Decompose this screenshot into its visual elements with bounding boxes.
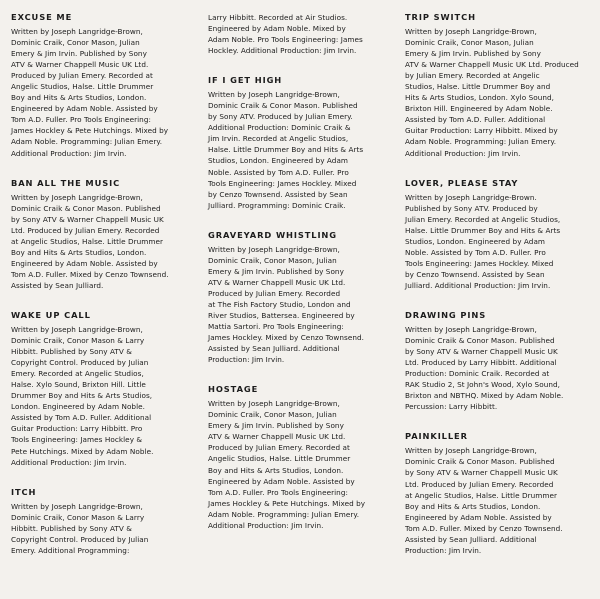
credit-line: Dominic Craik, Conor Mason, Julian <box>405 38 534 48</box>
credit-line: Tools Engineering: James Hockley. Mixed <box>405 258 554 268</box>
credit-line: Drummer Boy and Hits & Arts Studios, <box>11 391 153 401</box>
song-credits-text <box>405 445 595 555</box>
section-gap <box>11 468 197 487</box>
credit-line: Percussion: Larry Hibbitt. <box>405 402 498 412</box>
credit-line: Hibbitt. Published by Sony ATV & <box>11 523 132 533</box>
song-credit <box>11 310 197 468</box>
credit-line: Ltd. Produced by Julian Emery. Recorded <box>11 225 160 235</box>
credit-line: Written by Joseph Langridge-Brown. <box>405 192 537 202</box>
song-credit <box>208 230 394 366</box>
credit-line: Written by Joseph Langridge-Brown, <box>11 27 143 36</box>
credit-line: Guitar Production: Larry Hibbitt. Pro <box>11 424 143 434</box>
section-gap <box>11 159 197 178</box>
section-gap <box>208 56 394 75</box>
credit-line: Tom A.D. Fuller. Pro Tools Engineering: <box>208 487 348 497</box>
credit-line: Dominic Craik & Conor Mason. Published <box>405 336 555 346</box>
song-credits-text <box>208 12 394 56</box>
song-title: BAN ALL THE MUSIC <box>11 177 121 188</box>
song-credit <box>11 12 197 159</box>
credit-line: Additional Production: Jim Irvin. <box>405 148 521 158</box>
credit-line: Additional Production: Jim Irvin. <box>208 520 324 530</box>
section-gap <box>208 365 394 384</box>
credit-line: Emery & Jim Irvin. Published by Sony <box>405 49 541 59</box>
song-credits-text <box>208 398 394 531</box>
credit-line: Tools Engineering: James Hockley & <box>11 435 143 445</box>
credit-line: Assisted by Sean Julliard. Additional <box>208 344 340 354</box>
song-credit <box>11 178 197 291</box>
credit-line: Guitar Production: Larry Hibbitt. Mixed by <box>405 126 558 136</box>
credit-line: Produced by Julian Emery. Recorded at <box>208 443 350 453</box>
credit-line: Dominic Craik & Conor Mason. Published <box>208 101 358 111</box>
credit-line: Additional Production: Jim Irvin. <box>11 148 127 158</box>
song-credit <box>405 431 595 555</box>
song-title: GRAVEYARD WHISTLING <box>208 229 337 240</box>
song-title: WAKE UP CALL <box>11 309 91 320</box>
credit-line: Copyright Control. Produced by Julian <box>11 358 149 368</box>
credit-line: by Cenzo Townsend. Assisted by Sean <box>405 269 545 279</box>
song-title: LOVER, PLEASE STAY <box>405 177 519 188</box>
credit-line: Dominic Craik, Conor Mason, Julian <box>11 38 140 48</box>
credit-line: Julian Emery. Recorded at Angelic Studios, <box>405 214 561 224</box>
credit-line: Assisted by Tom A.D. Fuller. Additional <box>405 115 546 125</box>
credit-line: at The Fish Factory Studio, London and <box>208 299 351 309</box>
song-credits-text <box>405 324 595 412</box>
credit-line: Production: Jim Irvin. <box>208 355 285 365</box>
credit-line: James Hockley & Pete Hutchings. Mixed by <box>11 126 169 136</box>
credit-line: Julliard. Additional Production: Jim Irvin. <box>405 280 551 290</box>
credit-line: Adam Noble. Programming: Julian Emery. <box>11 137 163 147</box>
credit-line: Written by Joseph Langridge-Brown, <box>11 324 143 334</box>
credit-line: Tom A.D. Fuller. Mixed by Cenzo Townsend. <box>405 523 563 533</box>
credit-line: Copyright Control. Produced by Julian <box>11 534 149 544</box>
credit-line: Produced by Julian Emery. Recorded at <box>11 71 153 81</box>
credit-line: Engineered by Adam Noble. Assisted by <box>11 258 158 268</box>
credit-line: Emery & Jim Irvin. Published by Sony <box>208 421 344 431</box>
section-gap <box>208 211 394 230</box>
song-credits-text <box>208 89 394 211</box>
credit-line: by Sony ATV. Produced by Julian Emery. <box>208 112 353 122</box>
credit-line: ATV & Warner Chappell Music UK Ltd. <box>208 432 346 442</box>
credit-line: Boy and Hits & Arts Studios, London. <box>11 247 147 257</box>
credit-line: by Julian Emery. Recorded at Angelic <box>405 71 540 81</box>
song-credits-text <box>11 324 197 468</box>
song-credits-text <box>208 244 394 366</box>
song-title: IF I GET HIGH <box>208 75 283 86</box>
credit-line: at Angelic Studios, Halse. Little Drummer <box>405 490 558 500</box>
credit-line: Brixton Hill. Engineered by Adam Noble. <box>405 104 553 114</box>
credit-line: Tom A.D. Fuller. Pro Tools Engineering: <box>11 115 151 125</box>
credit-line: Noble. Assisted by Tom A.D. Fuller. Pro <box>208 167 349 177</box>
credit-line: Written by Joseph Langridge-Brown, <box>208 399 340 409</box>
credit-line: Dominic Craik, Conor Mason & Larry <box>11 336 145 346</box>
credit-line: Emery & Jim Irvin. Published by Sony <box>11 49 147 59</box>
credit-line: London. Engineered by Adam Noble. <box>11 402 146 412</box>
credit-line: Written by Joseph Langridge-Brown, <box>11 501 143 511</box>
section-gap <box>405 159 595 178</box>
song-credit <box>208 75 394 211</box>
song-title: DRAWING PINS <box>405 309 487 320</box>
song-credit <box>208 384 394 531</box>
credit-line: Adam Noble. Pro Tools Engineering: James <box>208 35 363 45</box>
credit-line: Additional Production: Jim Irvin. <box>11 457 127 467</box>
credit-line: Boy and Hits & Arts Studios, London. <box>11 93 147 103</box>
section-gap <box>405 291 595 310</box>
credit-line: Boy and Hits & Arts Studios, London. <box>208 465 344 475</box>
credit-line: Halse. Little Drummer Boy and Hits & Arts <box>208 145 364 155</box>
song-credits-text <box>11 192 197 291</box>
credit-line: Produced by Julian Emery. Recorded <box>208 288 341 298</box>
credit-line: Assisted by Tom A.D. Fuller. Additional <box>11 413 152 423</box>
credits-column-1 <box>11 12 197 556</box>
song-title: PAINKILLER <box>405 431 468 442</box>
credit-line: by Sony ATV & Warner Chappell Music UK <box>11 214 164 224</box>
credit-line: Written by Joseph Langridge-Brown, <box>405 324 537 334</box>
credit-line: Adam Noble. Programming: Julian Emery. <box>405 137 557 147</box>
credit-line: Written by Joseph Langridge-Brown, <box>208 90 340 100</box>
song-credit <box>405 178 595 291</box>
credit-line: Written by Joseph Langridge-Brown, <box>405 27 537 36</box>
credit-line: James Hockley & Pete Hutchings. Mixed by <box>208 498 366 508</box>
credit-line: Halse. Little Drummer Boy and Hits & Arts <box>405 225 561 235</box>
song-title: TRIP SWITCH <box>405 12 476 22</box>
credit-line: ATV & Warner Chappell Music UK Ltd. <box>208 277 346 287</box>
credit-line: Emery. Recorded at Angelic Studios, <box>11 369 144 379</box>
song-credits-text <box>405 26 595 159</box>
song-title: ITCH <box>11 486 37 497</box>
credit-line: Dominic Craik, Conor Mason & Larry <box>11 512 145 522</box>
credit-line: Dominic Craik & Conor Mason. Published <box>11 203 161 213</box>
credit-line: Assisted by Sean Julliard. Additional <box>405 534 537 544</box>
credit-line: Adam Noble. Programming: Julian Emery. <box>208 509 360 519</box>
credit-line: Jim Irvin. Recorded at Angelic Studios, <box>208 134 349 144</box>
credit-line: Brixton and NBTHQ. Mixed by Adam Noble. <box>405 391 564 401</box>
credit-line: Boy and Hits & Arts Studios, London. <box>405 501 541 511</box>
credits-column-2 <box>208 12 394 531</box>
credit-line: Written by Joseph Langridge-Brown, <box>405 446 537 456</box>
credit-line: Engineered by Adam Noble. Assisted by <box>208 476 355 486</box>
credit-line: Noble. Assisted by Tom A.D. Fuller. Pro <box>405 247 546 257</box>
credit-line: by Sony ATV & Warner Chappell Music UK <box>405 347 558 357</box>
credit-line: by Cenzo Townsend. Assisted by Sean <box>208 189 348 199</box>
credits-column-3 <box>405 12 595 556</box>
credit-line: Julliard. Programming: Dominic Craik. <box>208 200 346 210</box>
credit-line: Published by Sony ATV. Produced by <box>405 203 538 213</box>
credit-line: Emery. Additional Programming: <box>11 545 130 555</box>
credit-line: Angelic Studios, Halse. Little Drummer <box>11 82 154 92</box>
song-title: EXCUSE ME <box>11 12 73 22</box>
credit-line: ATV & Warner Chappell Music UK Ltd. <box>11 60 149 70</box>
credit-line: River Studios, Battersea. Engineered by <box>208 310 355 320</box>
song-credits-text <box>405 192 595 291</box>
credit-line: by Sony ATV & Warner Chappell Music UK <box>405 468 558 478</box>
credit-line: Written by Joseph Langridge-Brown, <box>208 244 340 254</box>
credit-line: Additional Production: Dominic Craik & <box>208 123 351 133</box>
credit-line: Hits & Arts Studios, London. Xylo Sound, <box>405 93 555 103</box>
credit-line: Tom A.D. Fuller. Mixed by Cenzo Townsend. <box>11 269 169 279</box>
song-credits-text <box>11 26 197 159</box>
credit-line: Production: Dominic Craik. Recorded at <box>405 369 550 379</box>
credit-line: Larry Hibbitt. Recorded at Air Studios. <box>208 13 348 22</box>
credit-line: Dominic Craik & Conor Mason. Published <box>405 457 555 467</box>
credit-line: Production: Jim Irvin. <box>405 545 482 555</box>
song-title: HOSTAGE <box>208 384 259 395</box>
credit-line: at Angelic Studios, Halse. Little Drummer <box>11 236 164 246</box>
credit-line: RAK Studio 2, St John's Wood, Xylo Sound, <box>405 380 560 390</box>
credit-line: Ltd. Produced by Julian Emery. Recorded <box>405 479 554 489</box>
credit-line: Mattia Sartori. Pro Tools Engineering: <box>208 322 344 332</box>
credit-line: Ltd. Produced by Larry Hibbitt. Additional <box>405 358 557 368</box>
credit-line: Emery & Jim Irvin. Published by Sony <box>208 266 344 276</box>
credit-line: Dominic Craik, Conor Mason, Julian <box>208 410 337 420</box>
credit-line: Studios, Halse. Little Drummer Boy and <box>405 82 551 92</box>
credit-line: Pete Hutchings. Mixed by Adam Noble. <box>11 446 154 456</box>
credit-line: Studios, London. Engineered by Adam <box>405 236 546 246</box>
credit-line: Assisted by Sean Julliard. <box>11 280 104 290</box>
section-gap <box>11 291 197 310</box>
credit-line: Hockley. Additional Production: Jim Irvin. <box>208 46 357 56</box>
credit-line: Angelic Studios, Halse. Little Drummer <box>208 454 351 464</box>
credit-line: Studios, London. Engineered by Adam <box>208 156 349 166</box>
credit-line: Engineered by Adam Noble. Assisted by <box>405 512 552 522</box>
song-credits-text <box>11 501 197 556</box>
credit-line: Dominic Craik, Conor Mason, Julian <box>208 255 337 265</box>
credit-line: ATV & Warner Chappell Music UK Ltd. Produced <box>405 60 579 70</box>
credit-line: Engineered by Adam Noble. Mixed by <box>208 24 346 34</box>
credit-line: Halse. Xylo Sound, Brixton Hill. Little <box>11 380 146 390</box>
song-credit <box>405 310 595 412</box>
credit-line: Written by Joseph Langridge-Brown, <box>11 192 143 202</box>
credit-line: Tools Engineering: James Hockley. Mixed <box>208 178 357 188</box>
song-credit <box>11 487 197 556</box>
credit-line: Engineered by Adam Noble. Assisted by <box>11 104 158 114</box>
credit-line: James Hockley. Mixed by Cenzo Townsend. <box>208 333 365 343</box>
section-gap <box>405 412 595 431</box>
song-credit <box>405 12 595 159</box>
credit-line: Hibbitt. Published by Sony ATV & <box>11 347 132 357</box>
song-credit <box>208 12 394 56</box>
